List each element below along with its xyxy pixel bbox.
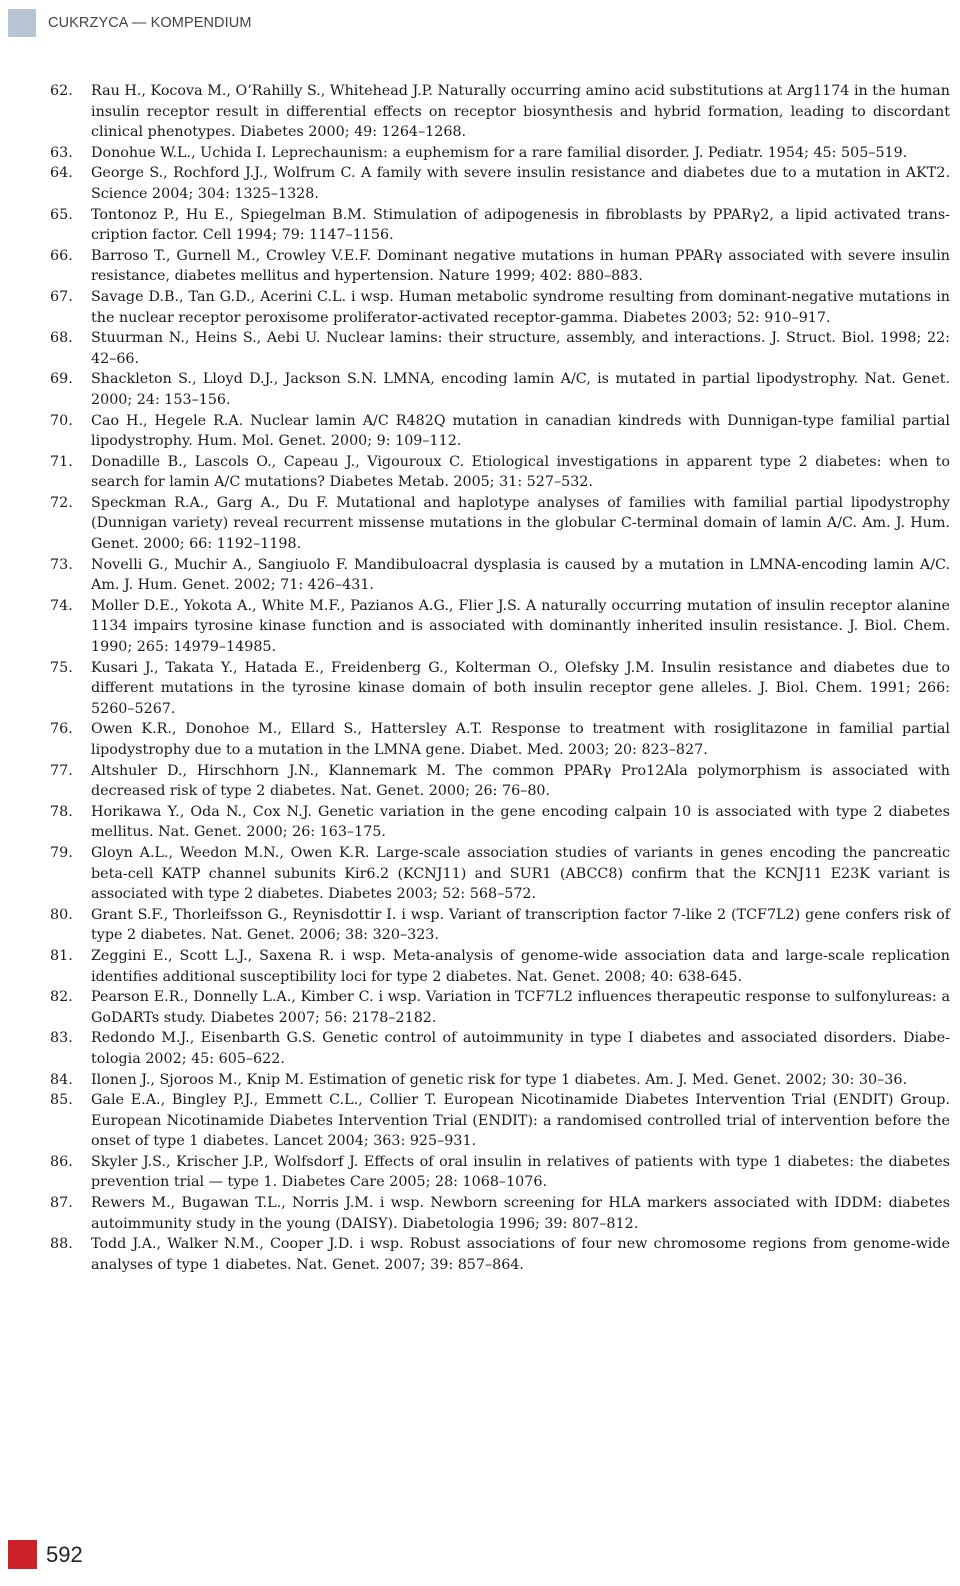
reference-number: 76. [50,721,73,738]
reference-item [50,205,950,246]
reference-text: Shackleton S., Lloyd D.J., Jackson S.N. LMNA, encoding lamin A/C, is mutated in partial lipodystrophy. Nat. Genet. 2000; 24: 153–156. [91,371,950,408]
reference-text: Pearson E.R., Donnelly L.A., Kimber C. i wsp. Variation in TCF7L2 influences therapeutic response to sulfonylureas: a GoDARTs study. Diabetes 2007; 56: 2178–2182. [91,989,950,1026]
reference-text: Donadille B., Lascols O., Capeau J., Vigouroux C. Etiological investigations in apparent type 2 diabetes: when to search for lamin A/C mutations? Diabetes Metab. 2005; 31: 527–532. [91,453,950,491]
reference-text: Moller D.E., Yokota A., White M.F., Pazianos A.G., Flier J.S. A naturally occurring mutation of insulin receptor alanine 1134 impairs tyrosine kinase function and is associated with dominantly inherited insulin resistance. J. Biol. Chem. 1990; 265: 14979–14985. [91,597,950,656]
reference-item [50,1070,950,1091]
reference-item [50,287,950,328]
reference-number: 88. [50,1236,73,1253]
reference-text: Savage D.B., Tan G.D., Acerini C.L. i wsp. Human metabolic syndrome resulting from dominant-negative mutations in the nuclear receptor peroxisome proliferator-activated receptor-gamma. Diabetes 2003; 52: 910–917. [91,288,950,326]
reference-number: 73. [50,556,73,573]
reference-item [50,493,950,555]
reference-number: 87. [50,1195,73,1212]
reference-text: Stuurman N., Heins S., Aebi U. Nuclear lamins: their structure, assembly, and interactions. J. Struct. Biol. 1998; 22: 42–66. [91,330,950,367]
reference-number: 81. [50,947,73,964]
running-title: CUKRZYCA — KOMPENDIUM [48,15,252,31]
reference-number: 62. [50,83,73,99]
reference-number: 85. [50,1092,73,1109]
reference-number: 68. [50,330,73,347]
reference-text: Owen K.R., Donohoe M., Ellard S., Hattersley A.T. Response to treatment with rosiglitazone in familial partial lipodystrophy due to a mutation in the LMNA gene. Diabet. Med. 2003; 20: 823–827. [91,721,950,758]
reference-text: Kusari J., Takata Y., Hatada E., Freidenberg G., Kolterman O., Olefsky J.M. Insulin resistance and diabetes due to different mutations in the tyrosine kinase domain of both insulin receptor gene alleles. J. Biol. Chem. 1991; 266: 5260–5267. [91,659,950,717]
reference-number: 66. [50,247,73,264]
reference-number: 63. [50,144,73,161]
reference-item [50,843,950,905]
reference-number: 79. [50,844,73,861]
footer-accent-square [8,1540,37,1569]
reference-number: 74. [50,597,73,614]
reference-number: 70. [50,412,73,429]
reference-text: Grant S.F., Thorleifsson G., Reynisdottir I. i wsp. Variant of transcription factor 7-like 2 (TCF7L2) gene confers risk of type 2 diabetes. Nat. Genet. 2006; 38: 320–323. [91,906,950,944]
reference-text: Ilonen J., Sjoroos M., Knip M. Estimation of genetic risk for type 1 diabetes. Am. J. Med. Genet. 2002; 30: 30–36. [91,1071,907,1088]
reference-text: Todd J.A., Walker N.M., Cooper J.D. i wsp. Robust associations of four new chromosome regions from genome-wide analyses of type 1 diabetes. Nat. Genet. 2007; 39: 857–864. [91,1236,950,1273]
reference-item [50,411,950,452]
reference-number: 65. [50,206,73,223]
reference-text: Rau H., Kocova M., O’Rahilly S., Whitehead J.P. Naturally occurring amino acid substitutions at Arg1174 in the human insulin receptor result in differential effects on receptor biosynthesis and hybrid formation, leading to discordant clinical phenotypes. Diabetes 2000; 49: 1264–1268. [91,83,950,141]
reference-number: 64. [50,165,73,182]
reference-item [50,555,950,596]
reference-number: 67. [50,288,73,305]
reference-text: Barroso T., Gurnell M., Crowley V.E.F. Dominant negative mutations in human PPARγ associated with severe insulin resistance, diabetes mellitus and hypertension. Nature 1999; 402: 880–883. [91,247,950,285]
reference-item [50,946,950,987]
reference-text: Gloyn A.L., Weedon M.N., Owen K.R. Large-scale association studies of variants in genes encoding the pancreatic beta-cell KATP channel subunits Kir6.2 (KCNJ11) and SUR1 (ABCC8) confirm that the KCNJ11 E23K variant is associated with type 2 diabetes. Diabetes 2003; 52: 568–572. [91,844,950,903]
page-number: 592 [46,1541,83,1567]
reference-item [50,1193,950,1234]
reference-text: Gale E.A., Bingley P.J., Emmett C.L., Collier T. European Nicotinamide Diabetes Intervention Trial (ENDIT) Group. European Nicotinamide Diabetes Intervention Trial (ENDIT): a randomised controlled trial of intervention before the onset of type 1 diabetes. Lancet 2004; 363: 925–931. [91,1092,950,1150]
reference-item [50,369,950,410]
reference-number: 82. [50,989,73,1006]
reference-item [50,143,950,164]
reference-number: 69. [50,371,73,388]
reference-item [50,761,950,802]
reference-text: Novelli G., Muchir A., Sangiuolo F. Mandibuloacral dysplasia is caused by a mutation in LMNA-encoding lamin A/C. Am. J. Hum. Genet. 2002; 71: 426–431. [91,556,950,594]
reference-text: Cao H., Hegele R.A. Nuclear lamin A/C R482Q mutation in canadian kindreds with Dunnigan-type familial partial lipodystrophy. Hum. Mol. Genet. 2000; 9: 109–112. [91,412,950,450]
reference-number: 72. [50,494,73,511]
page-header [8,9,252,37]
reference-number: 77. [50,762,73,779]
reference-text: Speckman R.A., Garg A., Du F. Mutational and haplotype analyses of families with familial partial lipodystrophy (Dunnigan variety) reveal recurrent missense mutations in the globular C-terminal domain of lamin A/C. Am. J. Hum. Genet. 2000; 66: 1192–1198. [91,494,950,553]
reference-number: 75. [50,659,73,676]
reference-text: Redondo M.J., Eisenbarth G.S. Genetic control of autoimmunity in type I diabetes and associated disorders. Diabetologia 2002; 45: 605–622. [91,1030,950,1067]
reference-item [50,1028,950,1069]
reference-item [50,596,950,658]
reference-item [50,163,950,204]
reference-item [50,246,950,287]
reference-item [50,905,950,946]
reference-item [50,987,950,1028]
reference-item [50,802,950,843]
reference-number: 78. [50,803,73,820]
reference-item [50,658,950,720]
reference-number: 84. [50,1071,73,1088]
reference-text: George S., Rochford J.J., Wolfrum C. A family with severe insulin resistance and diabetes due to a mutation in AKT2. Science 2004; 304: 1325–1328. [91,165,950,202]
reference-item [50,719,950,760]
reference-text: Horikawa Y., Oda N., Cox N.J. Genetic variation in the gene encoding calpain 10 is associated with type 2 diabetes mellitus. Nat. Genet. 2000; 26: 163–175. [91,803,950,841]
reference-text: Skyler J.S., Krischer J.P., Wolfsdorf J. Effects of oral insulin in relatives of patients with type 1 diabetes: the diabetes prevention trial — type 1. Diabetes Care 2005; 28: 1068–1076. [91,1153,950,1191]
reference-item [50,1090,950,1152]
reference-text: Tontonoz P., Hu E., Spiegelman B.M. Stimulation of adipogenesis in fibroblasts by PPARγ2, a lipid activated transcription factor. Cell 1994; 79: 1147–1156. [91,206,950,244]
reference-item [50,1152,950,1193]
page-footer [8,1540,83,1569]
reference-number: 71. [50,453,73,470]
reference-number: 83. [50,1030,73,1047]
reference-text: Altshuler D., Hirschhorn J.N., Klannemark M. The common PPARγ Pro12Ala polymorphism is associated with decreased risk of type 2 diabetes. Nat. Genet. 2000; 26: 76–80. [91,762,950,800]
reference-number: 80. [50,906,73,923]
reference-text: Donohue W.L., Uchida I. Leprechaunism: a euphemism for a rare familial disorder. J. Pediatr. 1954; 45: 505–519. [91,144,908,161]
reference-item [50,81,950,143]
reference-text: Zeggini E., Scott L.J., Saxena R. i wsp. Meta-analysis of genome-wide association data and large-scale replication identifies additional susceptibility loci for type 2 diabetes. Nat. Genet. 2008; 40: 638-645. [91,947,950,985]
reference-number: 86. [50,1153,73,1170]
reference-item [50,328,950,369]
reference-item [50,452,950,493]
header-accent-square [8,9,36,37]
reference-text: Rewers M., Bugawan T.L., Norris J.M. i wsp. Newborn screening for HLA markers associated with IDDM: diabetes autoimmunity study in the young (DAISY). Diabetologia 1996; 39: 807–812. [91,1195,950,1232]
reference-item [50,1234,950,1275]
reference-list [50,81,950,1275]
